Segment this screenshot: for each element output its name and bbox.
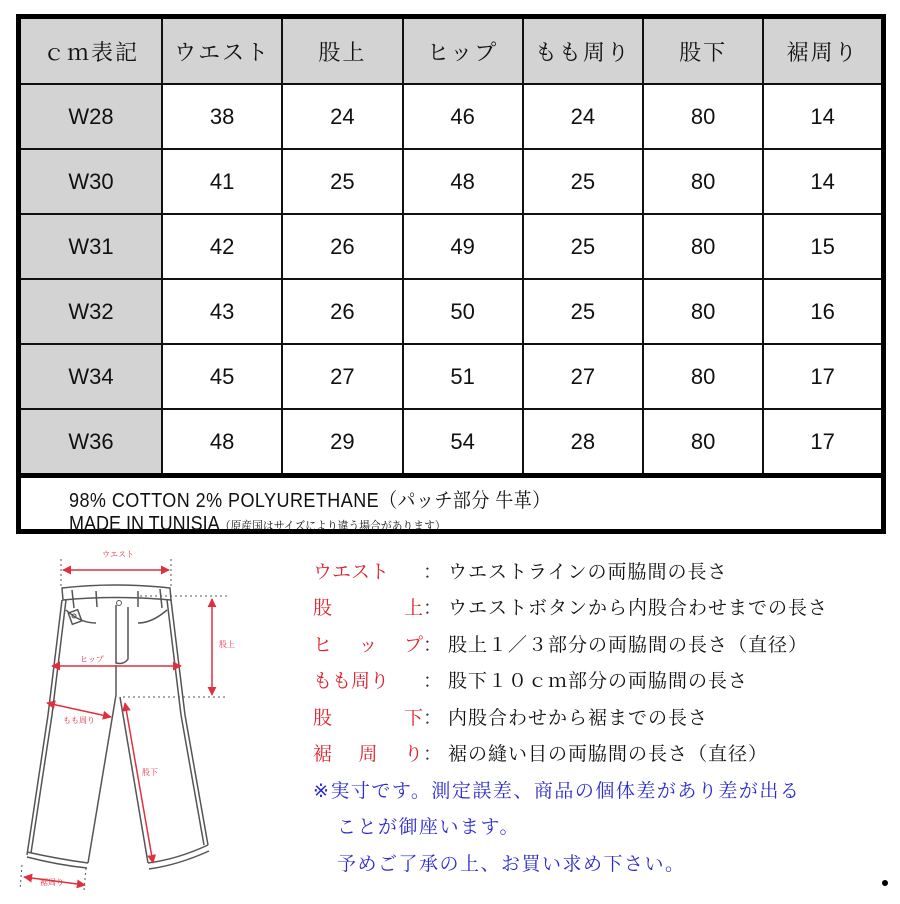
size-label: W28 [19,84,163,149]
cell-inseam: 80 [643,84,763,149]
cell-thigh: 28 [523,409,643,476]
legend-item-thigh: もも周り ： 股下１０ｃｍ部分の両脇間の長さ [313,662,893,699]
diagram-label-rise: 股上 [219,640,235,649]
origin-text: MADE IN TUNISIA [69,513,220,535]
cell-rise: 24 [282,84,402,149]
pants-measurement-diagram [0,545,300,900]
header-thigh: もも周り [523,17,643,85]
legend-item-rise: 股 上 ： ウエストボタンから内股合わせまでの長さ [313,589,893,626]
cell-inseam: 80 [643,214,763,279]
cell-hip: 49 [403,214,523,279]
cell-hip: 46 [403,84,523,149]
size-label: W31 [19,214,163,279]
cell-hip: 54 [403,409,523,476]
material-composition: 98% COTTON 2% POLYURETHANE（パッチ部分 牛革） [69,490,551,512]
cell-waist: 48 [162,409,282,476]
material-info-box [16,474,886,534]
table-row [19,409,884,476]
cell-thigh: 27 [523,344,643,409]
origin-note: （原産国はサイズにより違う場合があります） [219,519,446,533]
cell-hem: 17 [763,409,883,476]
cell-hem: 16 [763,279,883,344]
cell-waist: 38 [162,84,282,149]
legend-term: 股 下 [313,706,423,729]
cell-thigh: 25 [523,149,643,214]
disclaimer-note-line2: ことが御座います。 [337,816,520,839]
measurement-legend [313,552,893,881]
cell-hem: 14 [763,149,883,214]
pants-outline-icon [0,545,300,900]
table-row [19,279,884,344]
disclaimer-note-line1: ※実寸です。測定誤差、商品の個体差があり差が出る [313,779,801,802]
cell-hem: 17 [763,344,883,409]
header-hem: 裾周り [763,17,883,85]
table-row [19,84,884,149]
cell-inseam: 80 [643,149,763,214]
size-label: W32 [19,279,163,344]
size-label: W30 [19,149,163,214]
cell-waist: 41 [162,149,282,214]
header-rise: 股上 [282,17,402,85]
bullet-dot-icon [882,880,888,886]
header-hip: ヒップ [403,17,523,85]
legend-term: もも周り [313,670,390,693]
table-header-row [19,17,884,85]
cell-hem: 15 [763,214,883,279]
cell-hip: 48 [403,149,523,214]
cell-rise: 26 [282,214,402,279]
cell-inseam: 80 [643,409,763,476]
cell-waist: 45 [162,344,282,409]
legend-desc: 股上１／３部分の両脇間の長さ（直径） [448,633,809,656]
legend-term: ヒ ッ プ [313,633,423,656]
size-label: W34 [19,344,163,409]
legend-desc: ウエストボタンから内股合わせまでの長さ [448,597,829,620]
cell-waist: 43 [162,279,282,344]
table-row [19,214,884,279]
cell-rise: 26 [282,279,402,344]
legend-item-hem: 裾 周 り ： 裾の縫い目の両脇間の長さ（直径） [313,735,893,772]
legend-term: 裾 周 り [313,743,423,766]
legend-desc: 内股合わせから裾までの長さ [448,706,709,729]
size-label: W36 [19,409,163,476]
cell-rise: 29 [282,409,402,476]
cell-inseam: 80 [643,344,763,409]
table-row [19,344,884,409]
legend-desc: 裾の縫い目の両脇間の長さ（直径） [448,743,769,766]
diagram-label-waist: ウエスト [102,550,134,559]
header-waist: ウエスト [162,17,282,85]
diagram-label-thigh: もも周り [63,716,95,725]
cell-thigh: 24 [523,84,643,149]
header-inseam: 股下 [643,17,763,85]
diagram-label-hip: ヒップ [80,655,104,664]
table-row [19,149,884,214]
cell-hip: 50 [403,279,523,344]
legend-desc: ウエストラインの両脇間の長さ [448,560,728,583]
country-of-origin [69,513,800,536]
diagram-label-inseam: 股下 [142,768,158,777]
legend-term: 股 上 [313,597,423,620]
cell-rise: 25 [282,149,402,214]
legend-item-hip: ヒ ッ プ ： 股上１／３部分の両脇間の長さ（直径） [313,625,893,662]
legend-item-inseam: 股 下 ： 内股合わせから裾までの長さ [313,698,893,735]
legend-item-waist: ウエスト ： ウエストラインの両脇間の長さ [313,552,893,589]
cell-hip: 51 [403,344,523,409]
cell-thigh: 25 [523,279,643,344]
cell-waist: 42 [162,214,282,279]
legend-term: ウエスト [313,560,390,583]
size-table [16,14,886,478]
disclaimer-note-line3: 予めご了承の上、お買い求め下さい。 [337,852,686,875]
diagram-label-hem: 裾周り [40,878,64,887]
cell-thigh: 25 [523,214,643,279]
header-cm-label: ｃｍ表記 [19,17,163,85]
cell-inseam: 80 [643,279,763,344]
cell-rise: 27 [282,344,402,409]
legend-desc: 股下１０ｃｍ部分の両脇間の長さ [448,670,749,693]
cell-hem: 14 [763,84,883,149]
